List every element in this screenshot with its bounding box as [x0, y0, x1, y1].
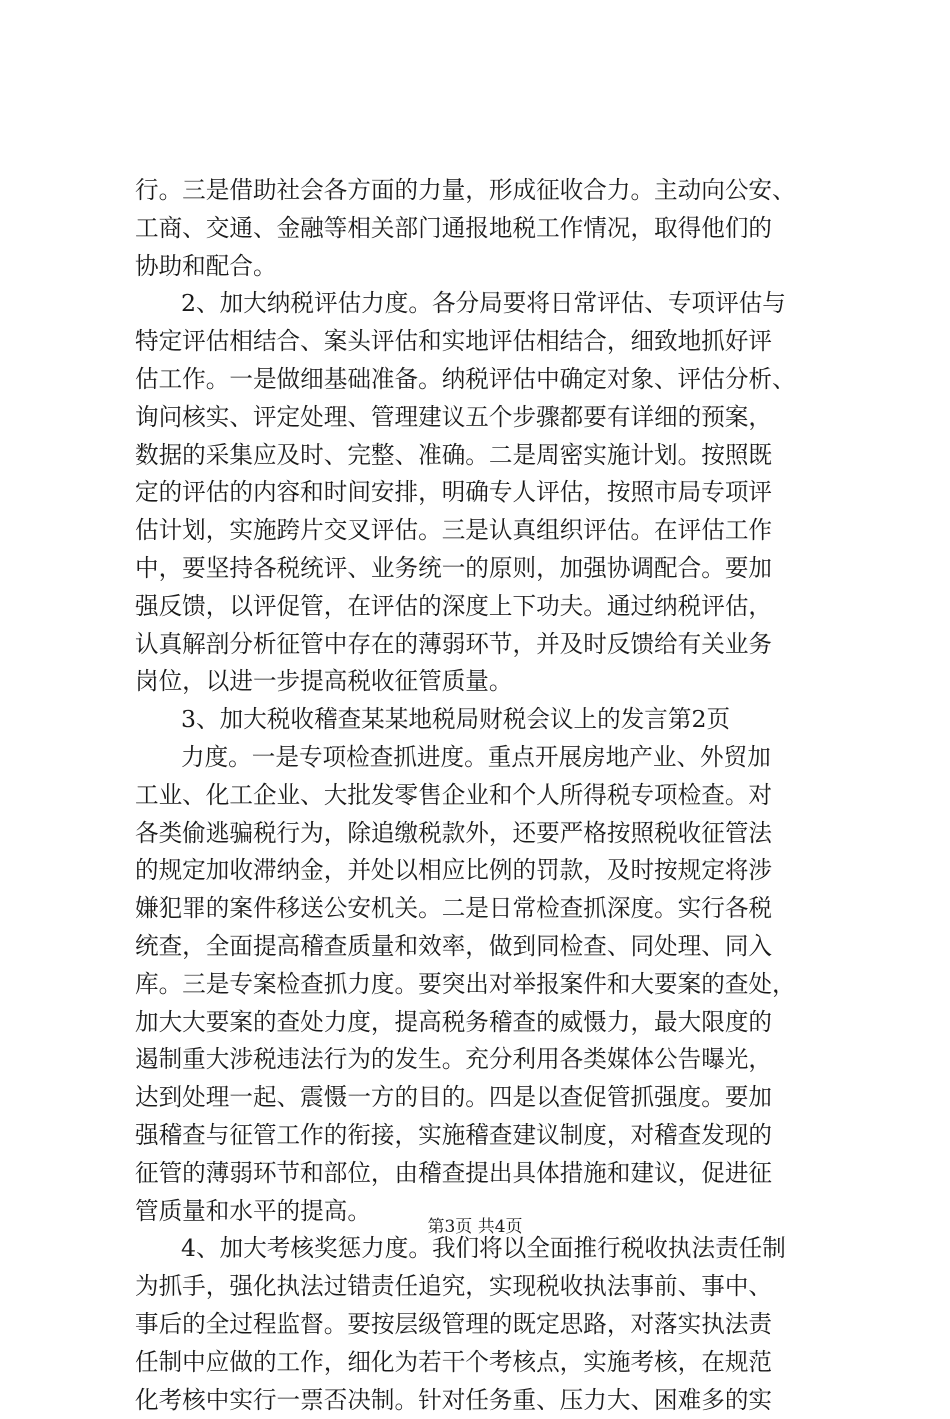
text-line: 化考核中实行一票否决制。针对任务重、压力大、困难多的实	[135, 1382, 825, 1419]
text-line: 强稽查与征管工作的衔接，实施稽查建议制度，对稽查发现的	[135, 1117, 825, 1155]
text-line: 3、加大税收稽查某某地税局财税会议上的发言第2页	[135, 701, 825, 739]
text-line: 遏制重大涉税违法行为的发生。充分利用各类媒体公告曝光，	[135, 1041, 825, 1079]
text-line: 征管的薄弱环节和部位，由稽查提出具体措施和建议，促进征	[135, 1155, 825, 1193]
text-line: 任制中应做的工作，细化为若干个考核点，实施考核，在规范	[135, 1344, 825, 1382]
text-line: 工业、化工企业、大批发零售企业和个人所得税专项检查。对	[135, 777, 825, 815]
text-line: 认真解剖分析征管中存在的薄弱环节，并及时反馈给有关业务	[135, 626, 825, 664]
text-line: 4、加大考核奖惩力度。我们将以全面推行税收执法责任制	[135, 1230, 825, 1268]
text-line: 协助和配合。	[135, 248, 825, 286]
text-line: 各类偷逃骗税行为，除追缴税款外，还要严格按照税收征管法	[135, 815, 825, 853]
paragraph	[135, 701, 825, 739]
paragraph	[135, 285, 825, 701]
text-line: 嫌犯罪的案件移送公安机关。二是日常检查抓深度。实行各税	[135, 890, 825, 928]
text-line: 行。三是借助社会各方面的力量，形成征收合力。主动向公安、	[135, 172, 825, 210]
text-line: 估工作。一是做细基础准备。纳税评估中确定对象、评估分析、	[135, 361, 825, 399]
page-footer: 第3页 共4页	[0, 1216, 950, 1238]
text-line: 定的评估的内容和时间安排，明确专人评估，按照市局专项评	[135, 474, 825, 512]
text-line: 加大大要案的查处力度，提高税务稽查的威慑力，最大限度的	[135, 1004, 825, 1042]
text-line: 中，要坚持各税统评、业务统一的原则，加强协调配合。要加	[135, 550, 825, 588]
text-line: 为抓手，强化执法过错责任追究，实现税收执法事前、事中、	[135, 1268, 825, 1306]
paragraph	[135, 172, 825, 285]
text-line: 的规定加收滞纳金，并处以相应比例的罚款，及时按规定将涉	[135, 852, 825, 890]
text-line: 岗位，以进一步提高税收征管质量。	[135, 663, 825, 701]
paragraph	[135, 777, 825, 1231]
text-line: 管质量和水平的提高。	[135, 1193, 825, 1231]
text-line: 库。三是专案检查抓力度。要突出对举报案件和大要案的查处，	[135, 966, 825, 1004]
text-line: 估计划，实施跨片交叉评估。三是认真组织评估。在评估工作	[135, 512, 825, 550]
text-line: 特定评估相结合、案头评估和实地评估相结合，细致地抓好评	[135, 323, 825, 361]
paragraph	[135, 1230, 825, 1419]
text-line: 统查，全面提高稽查质量和效率，做到同检查、同处理、同入	[135, 928, 825, 966]
paragraph	[135, 739, 825, 777]
text-line: 2、加大纳税评估力度。各分局要将日常评估、专项评估与	[135, 285, 825, 323]
text-line: 强反馈，以评促管，在评估的深度上下功夫。通过纳税评估，	[135, 588, 825, 626]
text-line: 力度。一是专项检查抓进度。重点开展房地产业、外贸加	[135, 739, 825, 777]
text-line: 事后的全过程监督。要按层级管理的既定思路，对落实执法责	[135, 1306, 825, 1344]
text-line: 工商、交通、金融等相关部门通报地税工作情况，取得他们的	[135, 210, 825, 248]
text-line: 达到处理一起、震慑一方的目的。四是以查促管抓强度。要加	[135, 1079, 825, 1117]
text-line: 询问核实、评定处理、管理建议五个步骤都要有详细的预案，	[135, 399, 825, 437]
text-line: 数据的采集应及时、完整、准确。二是周密实施计划。按照既	[135, 437, 825, 475]
